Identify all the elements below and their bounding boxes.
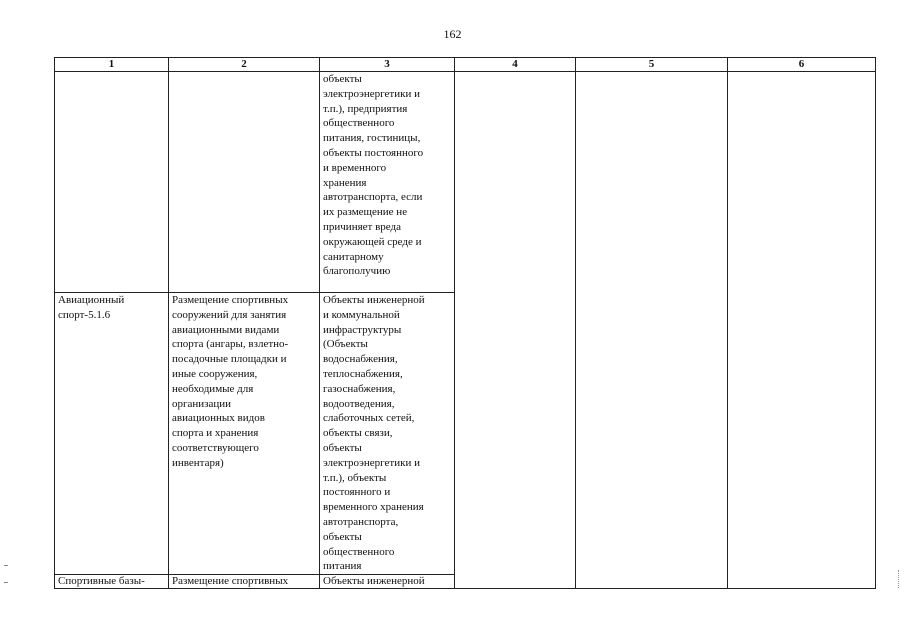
table-cell: объекты электроэнергетики и т.п.), предприятия общественного питания, гостиницы, объекты постоянного и временного хранения автотранспорта, если их размещение не причиняет вреда окружающей среде и санитарному благополучию: [320, 72, 455, 293]
table-cell: [55, 72, 169, 293]
land-use-table: [54, 57, 876, 589]
table-header-row: [55, 58, 876, 72]
column-header-4: 4: [455, 58, 576, 72]
table-cell: Объекты инженерной: [320, 575, 455, 589]
table-cell: Объекты инженерной и коммунальной инфраструктуры (Объекты водоснабжения, теплоснабжения, газоснабжения, водоотведения, слаботочных сетей, объекты связи, объекты электроэнергетики и т.п.), объекты постоянного и временного хранения автотранспорта, объекты общественного питания: [320, 293, 455, 575]
column-header-6: 6: [728, 58, 876, 72]
column-header-5: 5: [576, 58, 728, 72]
table-cell: Размещение спортивных: [169, 575, 320, 589]
column-header-1: 1: [55, 58, 169, 72]
table-cell: Размещение спортивных сооружений для занятия авиационными видами спорта (ангары, взлетно- посадочные площадки и иные сооружения, необходимые для организации авиационных видов спорта и хранения соответствующего инвентаря): [169, 293, 320, 575]
table-cell: Спортивные базы-: [55, 575, 169, 589]
column-header-2: 2: [169, 58, 320, 72]
table-row: [55, 72, 876, 293]
table-cell-empty: [728, 72, 876, 589]
page-number: 162: [443, 27, 462, 41]
table-cell: [169, 72, 320, 293]
column-header-3: 3: [320, 58, 455, 72]
scan-margin-mark-left: [4, 565, 8, 583]
table-cell-empty: [576, 72, 728, 589]
table-cell-empty: [455, 72, 576, 589]
scan-margin-mark-right: [898, 570, 900, 588]
table-cell: Авиационный спорт-5.1.6: [55, 293, 169, 575]
